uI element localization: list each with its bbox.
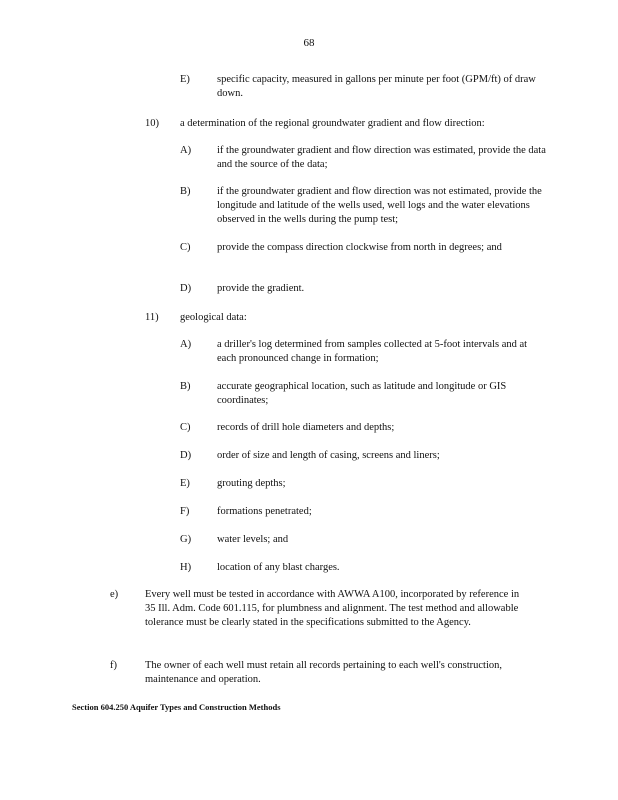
- item-text: a driller's log determined from samples collected at 5-foot intervals and at each pronounced change in formation;: [217, 339, 528, 364]
- item-label: 11): [145, 312, 159, 323]
- item-text: accurate geographical location, such as latitude and longitude or GIS coordinates;: [217, 381, 507, 406]
- item-text: The owner of each well must retain all records pertaining to each well's construction, maintenance and operation.: [145, 660, 503, 685]
- item-label: D): [180, 283, 192, 294]
- item-text: a determination of the regional groundwater gradient and flow direction:: [180, 118, 485, 129]
- item-label: E): [180, 74, 190, 85]
- item-label: C): [180, 422, 191, 433]
- section-heading: Section 604.250 Aquifer Types and Construction Methods: [72, 702, 281, 712]
- item-label: F): [180, 506, 190, 517]
- item-label: f): [110, 660, 117, 671]
- item-text: provide the compass direction clockwise from north in degrees; and: [217, 242, 502, 253]
- item-label: C): [180, 242, 191, 253]
- item-label: B): [180, 186, 191, 197]
- item-text: location of any blast charges.: [217, 562, 340, 573]
- item-label: H): [180, 562, 192, 573]
- item-text: if the groundwater gradient and flow direction was estimated, provide the data and the source of the data;: [217, 145, 546, 170]
- item-label: B): [180, 381, 191, 392]
- item-text: geological data:: [180, 312, 247, 323]
- item-label: A): [180, 339, 192, 350]
- item-text: order of size and length of casing, screens and liners;: [217, 450, 440, 461]
- item-text: grouting depths;: [217, 478, 286, 489]
- item-text: provide the gradient.: [217, 283, 305, 294]
- item-label: e): [110, 589, 119, 600]
- item-text: if the groundwater gradient and flow direction was not estimated, provide the longitude and latitude of the wells used, well logs and the water elevations observed in the wells during the pump test;: [217, 186, 542, 225]
- item-text: specific capacity, measured in gallons per minute per foot (GPM/ft) of draw down.: [217, 74, 536, 99]
- item-text: records of drill hole diameters and depths;: [217, 422, 395, 433]
- item-label: G): [180, 534, 192, 545]
- item-label: E): [180, 478, 190, 489]
- item-label: D): [180, 450, 192, 461]
- item-label: A): [180, 145, 192, 156]
- item-text: formations penetrated;: [217, 506, 312, 517]
- page-number: 68: [303, 37, 315, 49]
- item-label: 10): [145, 118, 159, 129]
- item-text: Every well must be tested in accordance with AWWA A100, incorporated by reference in 35 Ill. Adm. Code 601.115, for plumbness and alignment. The test method and allowable tolerance must be clearly stated in the specifications submitted to the Agency.: [145, 589, 520, 628]
- item-text: water levels; and: [217, 534, 289, 545]
